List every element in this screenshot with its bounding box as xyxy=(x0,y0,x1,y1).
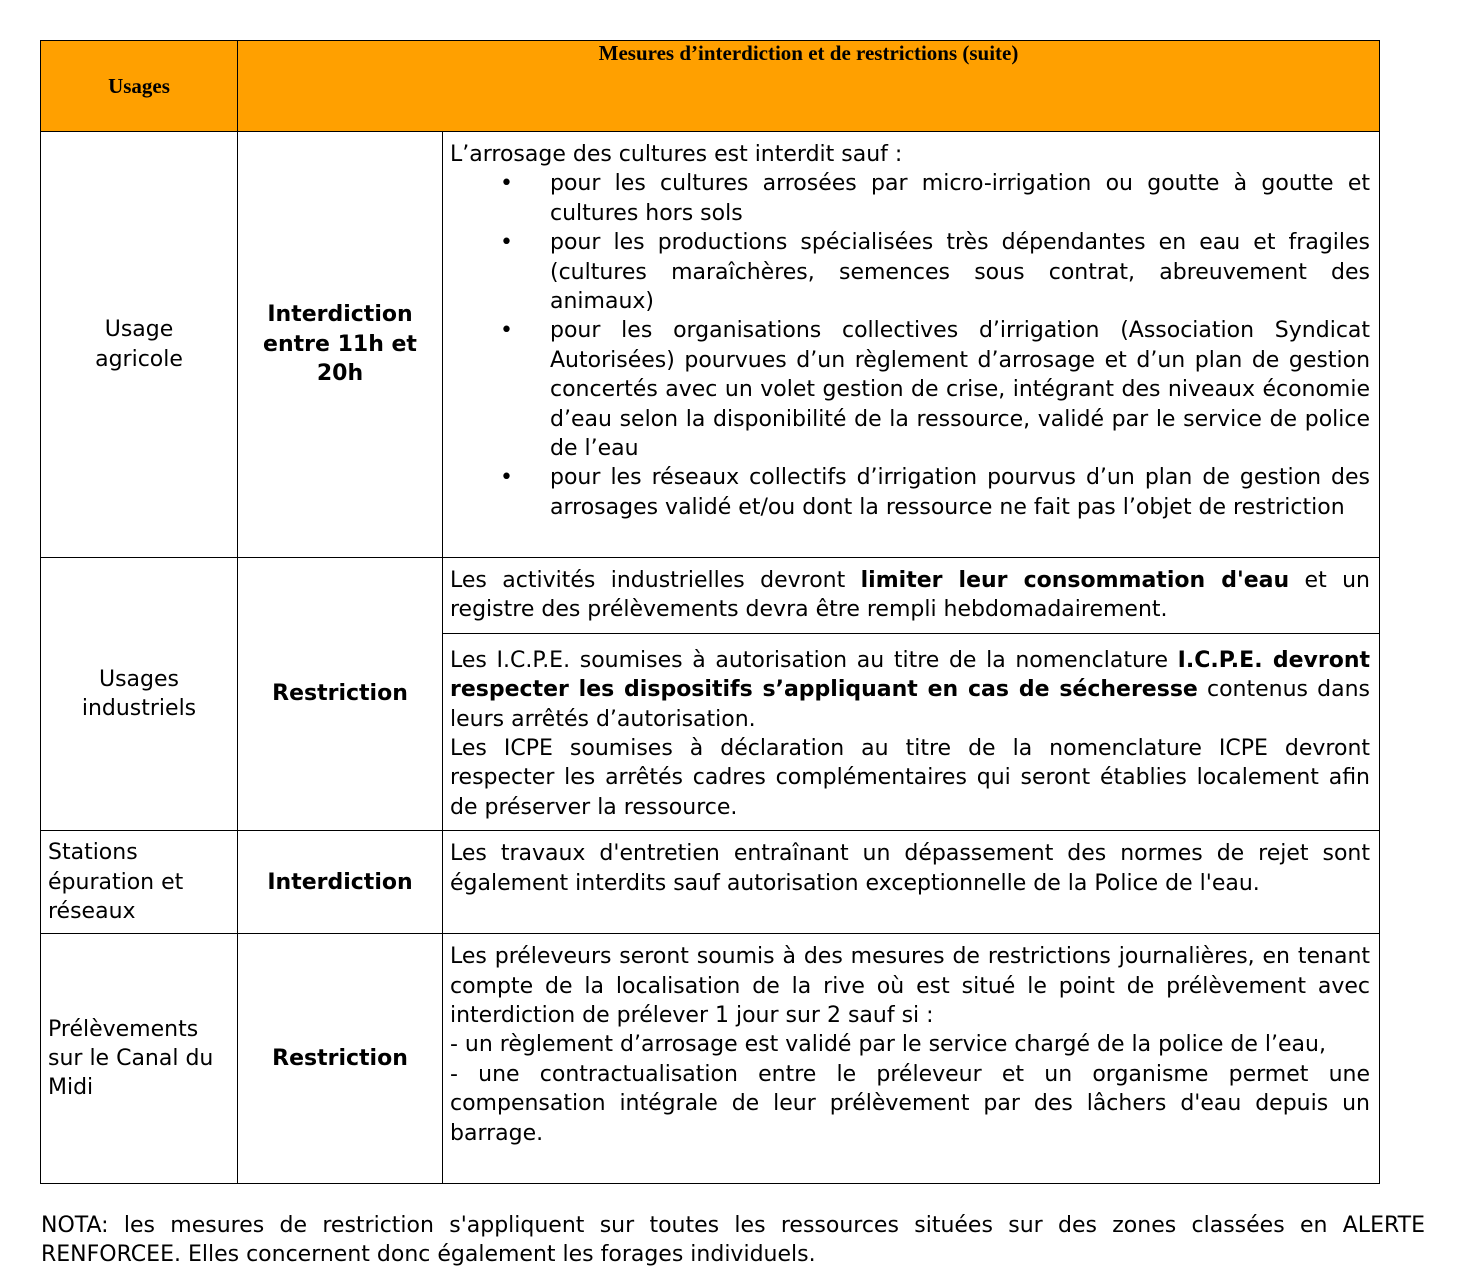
measure-type-cell: Interdiction entre 11h et 20h xyxy=(238,132,443,558)
measure-type-cell: Restriction xyxy=(238,558,443,831)
usage-cell: Stations épuration et réseaux xyxy=(41,831,238,934)
table-row xyxy=(41,132,1380,558)
table-row xyxy=(41,558,1380,634)
bullet-icon: • xyxy=(500,230,513,256)
table-row xyxy=(41,934,1380,1184)
measure-text-cell: Les travaux d'entretien entraînant un dépassement des normes de rejet sont également interdits sauf autorisation exceptionnelle de la Police de l'eau. xyxy=(443,831,1380,934)
usage-cell: Usage agricole xyxy=(41,132,238,558)
measure-text-cell: Les I.C.P.E. soumises à autorisation au titre de la nomenclature I.C.P.E. devront respecter les dispositifs s’appliquant en cas de sécheresse contenus dans leurs arrêtés d’autorisation. Les ICPE soumises à déclaration au titre de la nomenclature ICPE devront respecter les arrêtés cadres complémentaires qui seront établies localement afin de préserver la ressource. xyxy=(443,633,1380,830)
measures-table xyxy=(40,40,1380,1184)
bullet-icon: • xyxy=(500,465,513,491)
bullet-icon: • xyxy=(500,318,513,344)
measure-type-cell: Interdiction xyxy=(238,831,443,934)
header-mesures: Mesures d’interdiction et de restrictions (suite) xyxy=(238,41,1380,132)
table-row xyxy=(41,831,1380,934)
table-header-row xyxy=(41,41,1380,132)
measure-text-cell: Les préleveurs seront soumis à des mesures de restrictions journalières, en tenant compte de la localisation de la rive où est situé le point de prélèvement avec interdiction de prélever 1 jour sur 2 sauf si : - un règlement d’arrosage est validé par le service chargé de la police de l’eau, - une contractualisation entre le préleveur et un organisme permet une compensation intégrale de leur prélèvement par des lâchers d'eau depuis un barrage. xyxy=(443,934,1380,1184)
usage-cell: Prélèvements sur le Canal du Midi xyxy=(41,934,238,1184)
list-item: • pour les réseaux collectifs d’irrigation pourvus d’un plan de gestion des arrosages validé et/ou dont la ressource ne fait pas l’objet de restriction xyxy=(500,465,1371,520)
list-item: • pour les cultures arrosées par micro-irrigation ou goutte à goutte et cultures hors sols xyxy=(500,171,1371,226)
measure-text-cell: Les activités industrielles devront limiter leur consommation d'eau et un registre des prélèvements devra être rempli hebdomadairement. xyxy=(443,558,1380,634)
header-usages: Usages xyxy=(41,41,238,132)
emphasis-text: limiter leur consommation d'eau xyxy=(860,568,1290,593)
nota-text: NOTA: les mesures de restriction s'appliquent sur toutes les ressources situées sur des zones classées en ALERTE RENFORCEE. Elles concernent donc également les forages individuels. xyxy=(41,1213,1425,1268)
exception-list xyxy=(450,169,1370,522)
list-item: • pour les organisations collectives d’irrigation (Association Syndicat Autorisées) pourvues d’un règlement d’arrosage et d’un plan de gestion concertés avec un volet gestion de crise, intégrant des niveaux économie d’eau selon la disponibilité de la ressource, validé par le service de police de l’eau xyxy=(500,318,1371,462)
list-item: • pour les productions spécialisées très dépendantes en eau et fragiles (cultures maraîchères, semences sous contrat, abreuvement des animaux) xyxy=(500,230,1371,315)
measure-intro: L’arrosage des cultures est interdit sauf : xyxy=(450,142,903,167)
emphasis-text: I.C.P.E. devront respecter les dispositifs s’appliquant en cas de sécheresse xyxy=(450,647,1371,703)
measure-text-cell xyxy=(443,132,1380,558)
usage-cell: Usages industriels xyxy=(41,558,238,831)
measure-type-cell: Restriction xyxy=(238,934,443,1184)
bullet-icon: • xyxy=(500,171,513,197)
